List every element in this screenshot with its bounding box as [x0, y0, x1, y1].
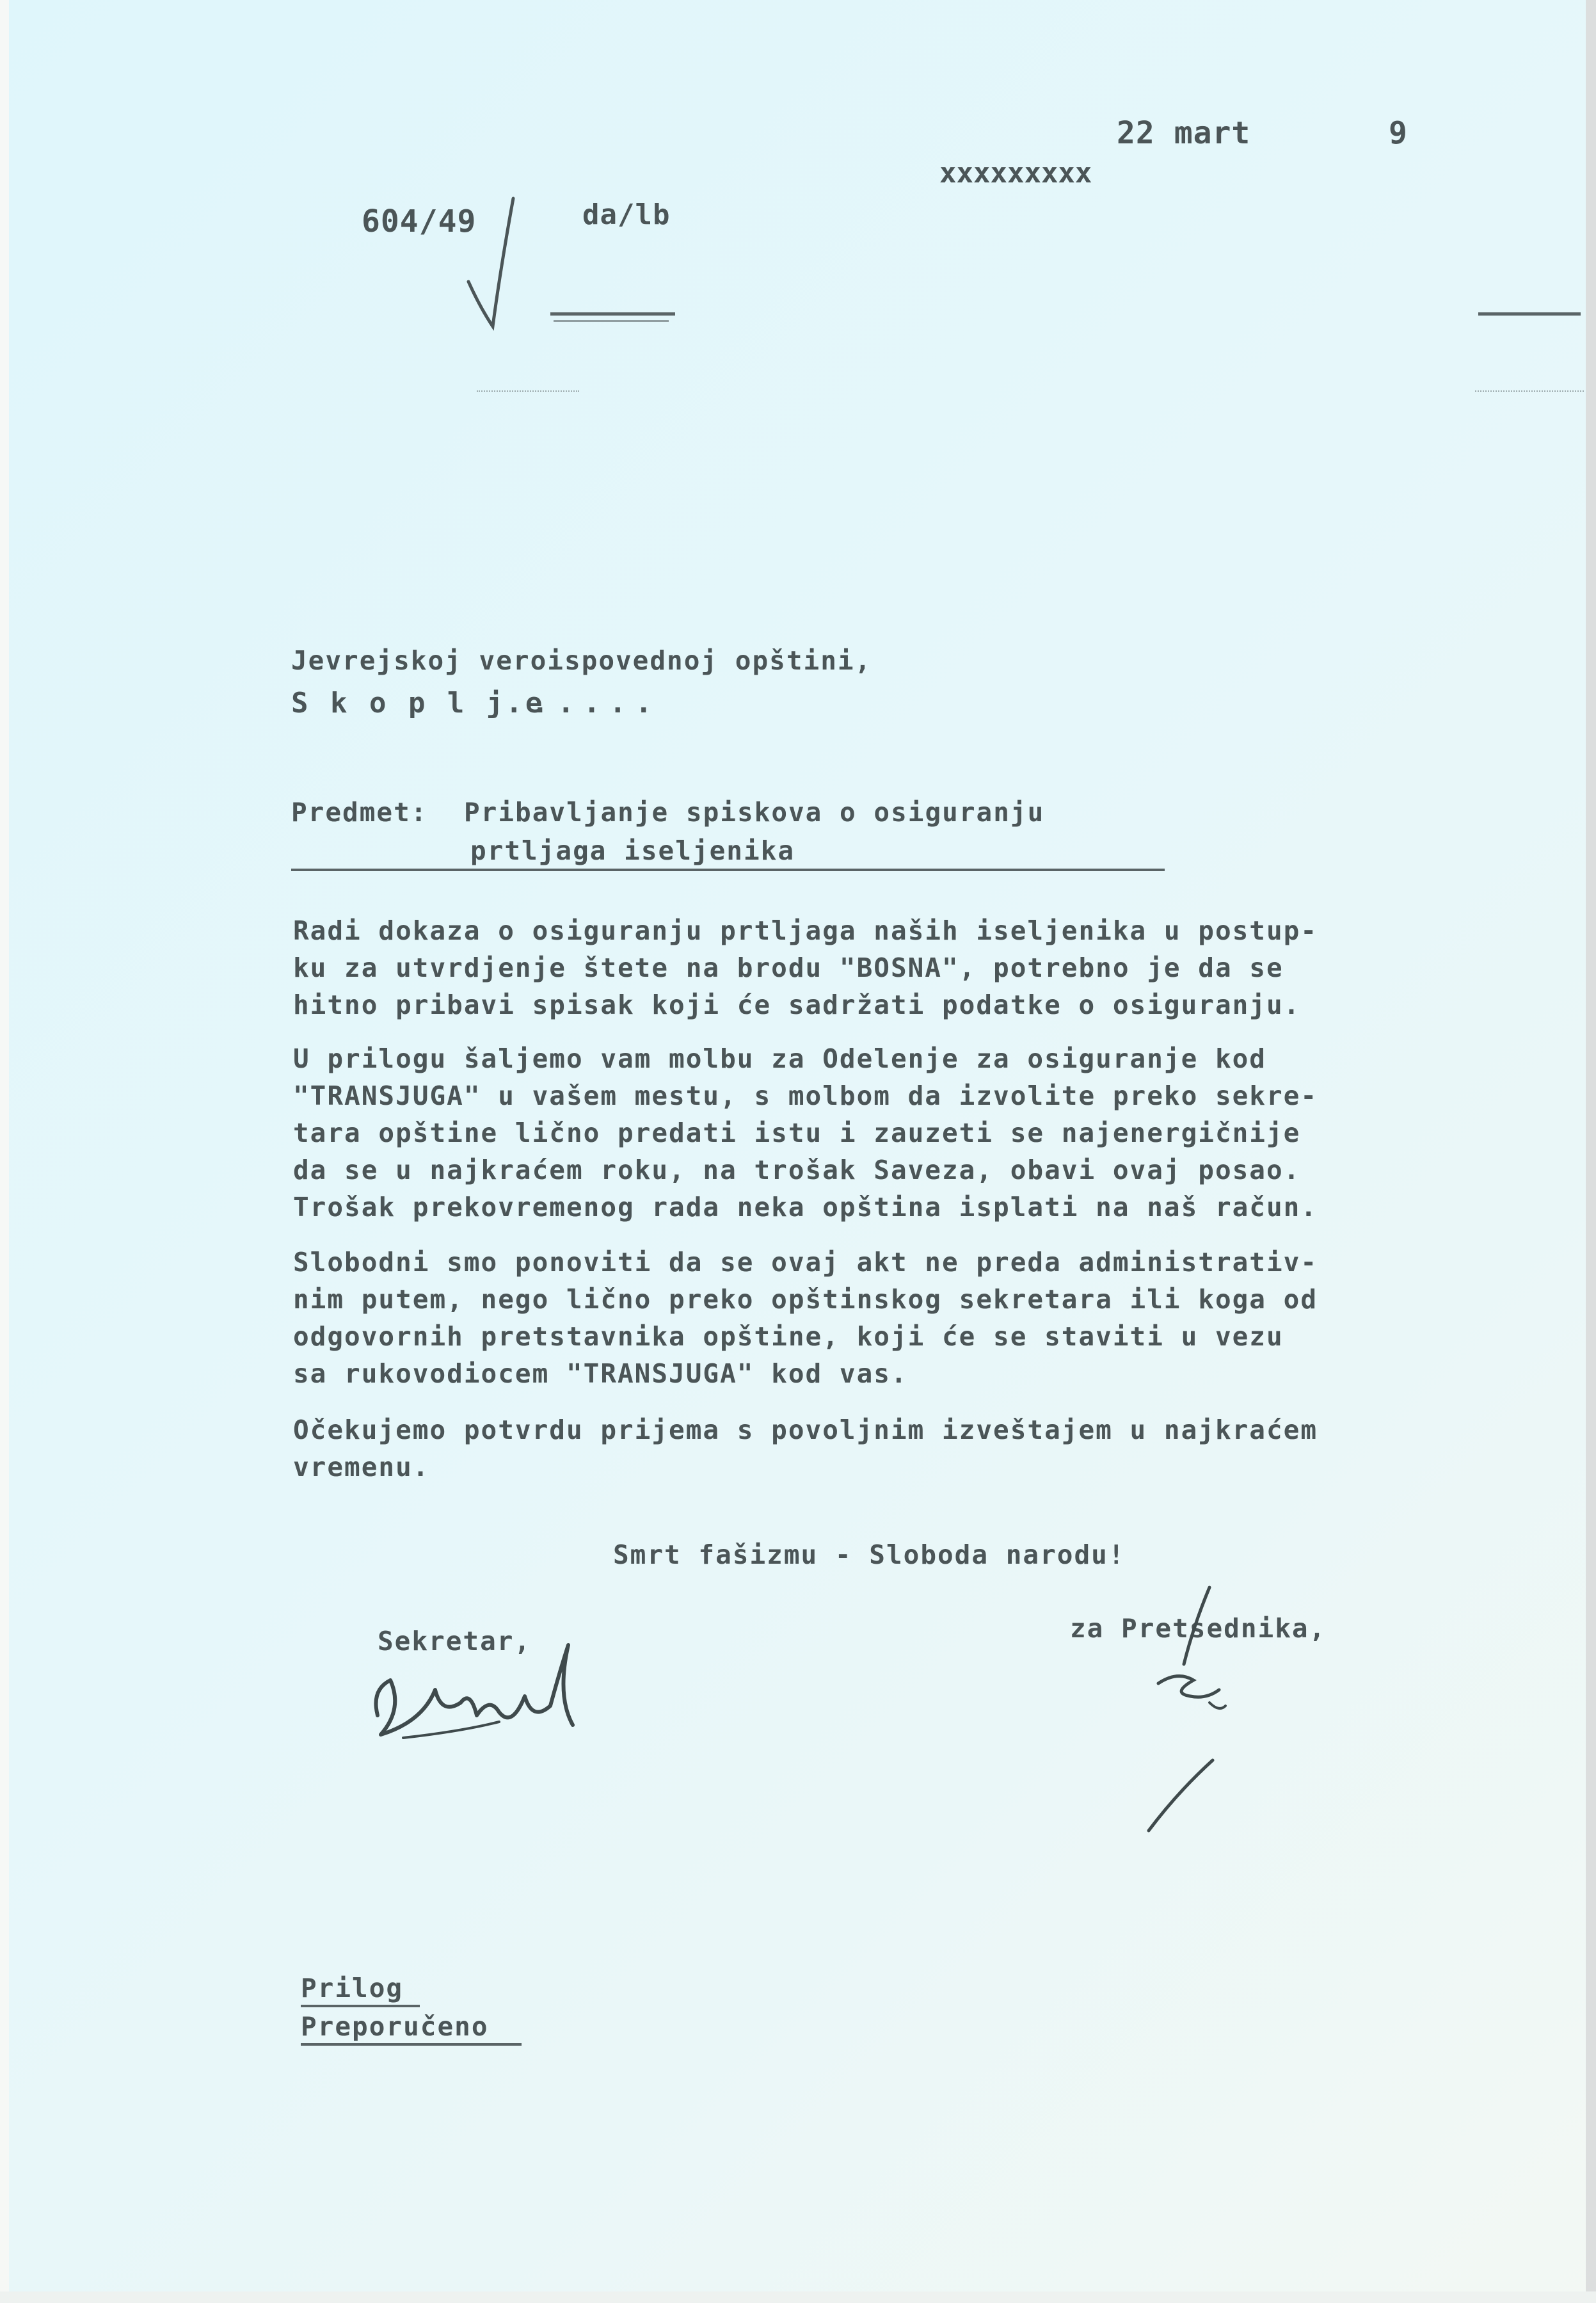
subject-line-2: prtljaga iseljenika: [470, 835, 795, 866]
body-line: nim putem, nego lično preko opštinskog sekretara ili koga od: [293, 1284, 1318, 1315]
right-signer-title: za Pretsednika,: [1070, 1613, 1327, 1644]
faint-rule-right: [1475, 390, 1584, 392]
registered-underline: [301, 2043, 522, 2046]
body-line: da se u najkraćem roku, na trošak Saveza, obavi ovaj posao.: [293, 1155, 1301, 1185]
reference-initials: da/lb: [582, 198, 671, 231]
body-line: Radi dokaza o osiguranju prtljaga naših iseljenika u postup-: [293, 915, 1318, 946]
body-line: Očekujemo potvrdu prijema s povoljnim izveštajem u najkraćem: [293, 1415, 1318, 1445]
reference-number: 604/49: [362, 204, 477, 239]
subject-underline: [291, 869, 1165, 871]
body-line: vremenu.: [293, 1452, 430, 1482]
subject-line-1: Pribavljanje spiskova o osiguranju: [464, 797, 1045, 828]
faint-rule-left: [477, 390, 579, 392]
header-rule-left: [550, 312, 675, 316]
body-line: ku za utvrdjenje štete na brodu "BOSNA", potrebno je da se: [293, 952, 1284, 983]
body-line: tara opštine lično predati istu i zauzeti se najenergičnije: [293, 1118, 1301, 1148]
body-line: hitno pribavi spisak koji će sadržati podatke o osiguranju.: [293, 990, 1301, 1020]
scan-right-edge: [1586, 0, 1596, 2303]
recipient-city-dots: ......: [506, 687, 661, 719]
recipient-name: Jevrejskoj veroispovednoj opštini,: [291, 645, 872, 676]
body-line: "TRANSJUGA" u vašem mestu, s molbom da izvolite preko sekre-: [293, 1080, 1318, 1111]
closing-salutation: Smrt fašizmu - Sloboda narodu!: [613, 1539, 1126, 1570]
scan-bottom-edge: [0, 2291, 1596, 2303]
header-rule-right: [1478, 312, 1581, 316]
body-line: Slobodni smo ponoviti da se ovaj akt ne preda administrativ-: [293, 1247, 1318, 1278]
body-line: sa rukovodiocem "TRANSJUGA" kod vas.: [293, 1358, 908, 1389]
subject-label: Predmet:: [291, 797, 428, 828]
registered-label: Preporučeno: [301, 2011, 489, 2042]
body-line: odgovornih pretstavnika opštine, koji će se staviti u vezu: [293, 1321, 1284, 1352]
header-rule-left-2: [554, 320, 669, 322]
attachment-underline: [301, 2005, 420, 2007]
president-signature: [1133, 1575, 1261, 1843]
letter-year-fragment: 9: [1389, 115, 1408, 151]
attachment-label: Prilog: [301, 1973, 404, 2003]
letter-date: 22 mart: [1117, 115, 1251, 151]
struck-out-text: xxxxxxxxx: [939, 157, 1092, 189]
secretary-signature: [365, 1619, 595, 1754]
body-line: U prilogu šaljemo vam molbu za Odelenje za osiguranje kod: [293, 1043, 1266, 1074]
body-line: Trošak prekovremenog rada neka opština isplati na naš račun.: [293, 1192, 1318, 1223]
check-mark-icon: [461, 192, 518, 333]
recipient-city: S k o p l j e: [291, 687, 545, 719]
scan-left-edge: [0, 0, 9, 2303]
left-signer-title: Sekretar,: [378, 1626, 532, 1657]
